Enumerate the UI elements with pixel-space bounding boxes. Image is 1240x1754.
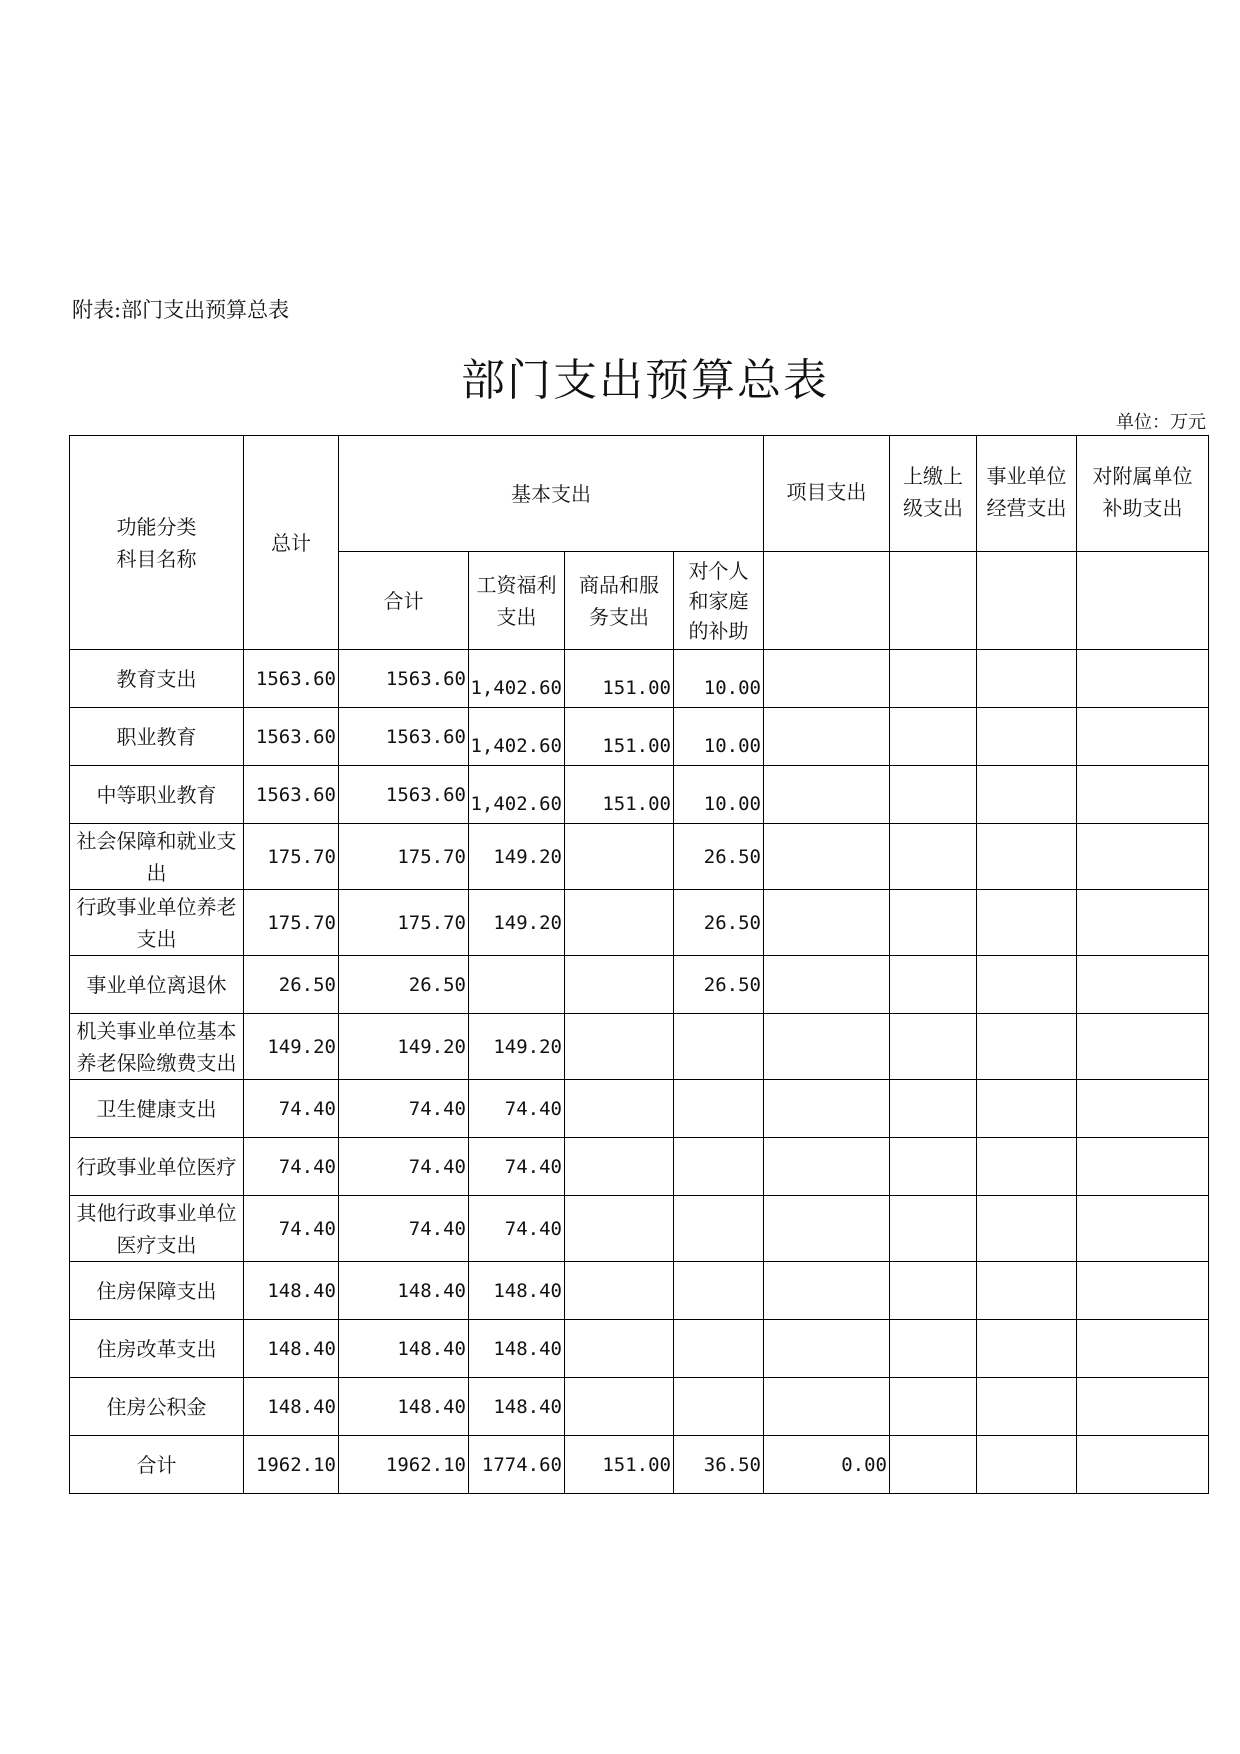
header-category: 功能分类 科目名称: [70, 436, 244, 650]
row-total: 175.70: [244, 890, 339, 956]
row-personal: 10.00: [674, 766, 764, 824]
row-total: 148.40: [244, 1262, 339, 1320]
row-personal: [674, 1014, 764, 1080]
table-row: [70, 1014, 1209, 1080]
row-wages: 1,402.60: [469, 708, 565, 766]
row-total: 74.40: [244, 1080, 339, 1138]
row-goods: [565, 824, 674, 890]
row-wages: [469, 956, 565, 1014]
row-upper: [890, 1262, 977, 1320]
row-total: 148.40: [244, 1378, 339, 1436]
row-name: 住房保障支出: [70, 1262, 244, 1320]
row-upper: [890, 1378, 977, 1436]
row-business: [977, 708, 1077, 766]
row-project: [764, 708, 890, 766]
row-goods: 151.00: [565, 766, 674, 824]
row-personal: [674, 1196, 764, 1262]
row-total: 1563.60: [244, 766, 339, 824]
header-business: 事业单位 经营支出: [977, 436, 1077, 552]
row-goods: [565, 1378, 674, 1436]
table-row: [70, 708, 1209, 766]
row-name: 职业教育: [70, 708, 244, 766]
row-goods: [565, 1080, 674, 1138]
row-wages: 149.20: [469, 890, 565, 956]
row-basic-subtotal: 148.40: [339, 1320, 469, 1378]
row-subsidy: [1077, 1378, 1209, 1436]
row-subsidy: [1077, 1320, 1209, 1378]
row-business: [977, 890, 1077, 956]
row-business: [977, 1378, 1077, 1436]
row-goods: [565, 1014, 674, 1080]
row-goods: [565, 1138, 674, 1196]
row-goods: 151.00: [565, 708, 674, 766]
row-upper: [890, 1320, 977, 1378]
row-total: 175.70: [244, 824, 339, 890]
row-wages: 149.20: [469, 824, 565, 890]
row-upper: [890, 890, 977, 956]
row-total: 74.40: [244, 1138, 339, 1196]
row-name: 住房改革支出: [70, 1320, 244, 1378]
row-project: [764, 1378, 890, 1436]
header-row-top: [70, 436, 1209, 552]
row-basic-subtotal: 74.40: [339, 1080, 469, 1138]
row-basic-subtotal: 148.40: [339, 1378, 469, 1436]
table-row: [70, 1378, 1209, 1436]
row-personal: 10.00: [674, 708, 764, 766]
row-subsidy: [1077, 1138, 1209, 1196]
row-personal: [674, 1262, 764, 1320]
table-row: [70, 1262, 1209, 1320]
row-total: 1563.60: [244, 650, 339, 708]
totals-subsidy: [1077, 1436, 1209, 1494]
row-goods: 151.00: [565, 650, 674, 708]
header-personal: 对个人 和家庭 的补助: [674, 552, 764, 650]
row-total: 26.50: [244, 956, 339, 1014]
table-row: [70, 1080, 1209, 1138]
totals-upper: [890, 1436, 977, 1494]
row-basic-subtotal: 74.40: [339, 1196, 469, 1262]
empty-cell: [890, 552, 977, 650]
row-personal: 26.50: [674, 824, 764, 890]
row-name: 中等职业教育: [70, 766, 244, 824]
row-wages: 148.40: [469, 1262, 565, 1320]
header-project: 项目支出: [764, 436, 890, 552]
row-project: [764, 1320, 890, 1378]
totals-basic-subtotal: 1962.10: [339, 1436, 469, 1494]
row-personal: [674, 1138, 764, 1196]
row-name: 教育支出: [70, 650, 244, 708]
row-goods: [565, 1196, 674, 1262]
row-total: 1563.60: [244, 708, 339, 766]
row-upper: [890, 956, 977, 1014]
row-business: [977, 956, 1077, 1014]
row-basic-subtotal: 1563.60: [339, 650, 469, 708]
row-name: 住房公积金: [70, 1378, 244, 1436]
row-subsidy: [1077, 1196, 1209, 1262]
row-name: 机关事业单位基本养老保险缴费支出: [70, 1014, 244, 1080]
row-name: 事业单位离退休: [70, 956, 244, 1014]
row-wages: 1,402.60: [469, 766, 565, 824]
empty-cell: [764, 552, 890, 650]
row-name: 其他行政事业单位医疗支出: [70, 1196, 244, 1262]
row-upper: [890, 650, 977, 708]
totals-project: 0.00: [764, 1436, 890, 1494]
row-upper: [890, 766, 977, 824]
row-personal: 26.50: [674, 890, 764, 956]
attachment-label: 附表:部门支出预算总表: [72, 298, 290, 322]
table-row: [70, 766, 1209, 824]
row-subsidy: [1077, 890, 1209, 956]
row-subsidy: [1077, 1014, 1209, 1080]
row-business: [977, 1196, 1077, 1262]
row-project: [764, 890, 890, 956]
row-upper: [890, 824, 977, 890]
row-upper: [890, 708, 977, 766]
table-row: [70, 1196, 1209, 1262]
row-subsidy: [1077, 1262, 1209, 1320]
row-wages: 74.40: [469, 1080, 565, 1138]
header-subsidy: 对附属单位 补助支出: [1077, 436, 1209, 552]
header-basic-subtotal: 合计: [339, 552, 469, 650]
table-row: [70, 650, 1209, 708]
table-row: [70, 956, 1209, 1014]
row-business: [977, 1262, 1077, 1320]
row-subsidy: [1077, 956, 1209, 1014]
table-row: [70, 1320, 1209, 1378]
row-basic-subtotal: 175.70: [339, 824, 469, 890]
page-title: 部门支出预算总表: [461, 355, 829, 406]
row-total: 148.40: [244, 1320, 339, 1378]
row-basic-subtotal: 149.20: [339, 1014, 469, 1080]
row-upper: [890, 1080, 977, 1138]
row-subsidy: [1077, 708, 1209, 766]
row-basic-subtotal: 26.50: [339, 956, 469, 1014]
row-subsidy: [1077, 650, 1209, 708]
totals-row: [70, 1436, 1209, 1494]
table-row: [70, 824, 1209, 890]
totals-goods: 151.00: [565, 1436, 674, 1494]
row-total: 149.20: [244, 1014, 339, 1080]
row-subsidy: [1077, 1080, 1209, 1138]
row-name: 行政事业单位养老支出: [70, 890, 244, 956]
header-basic: 基本支出: [339, 436, 764, 552]
row-project: [764, 766, 890, 824]
row-name: 社会保障和就业支出: [70, 824, 244, 890]
row-project: [764, 1080, 890, 1138]
row-subsidy: [1077, 766, 1209, 824]
totals-business: [977, 1436, 1077, 1494]
unit-label: 单位：万元: [1116, 412, 1206, 433]
totals-total: 1962.10: [244, 1436, 339, 1494]
row-name: 行政事业单位医疗: [70, 1138, 244, 1196]
row-total: 74.40: [244, 1196, 339, 1262]
row-personal: [674, 1320, 764, 1378]
header-upper: 上缴上 级支出: [890, 436, 977, 552]
budget-table: [69, 435, 1209, 1494]
row-personal: 26.50: [674, 956, 764, 1014]
row-basic-subtotal: 1563.60: [339, 708, 469, 766]
row-wages: 1,402.60: [469, 650, 565, 708]
totals-personal: 36.50: [674, 1436, 764, 1494]
row-business: [977, 766, 1077, 824]
row-basic-subtotal: 175.70: [339, 890, 469, 956]
empty-cell: [977, 552, 1077, 650]
row-personal: [674, 1080, 764, 1138]
row-goods: [565, 1262, 674, 1320]
empty-cell: [1077, 552, 1209, 650]
header-wages: 工资福利 支出: [469, 552, 565, 650]
row-project: [764, 1014, 890, 1080]
row-project: [764, 824, 890, 890]
row-upper: [890, 1196, 977, 1262]
header-total: 总计: [244, 436, 339, 650]
row-personal: 10.00: [674, 650, 764, 708]
row-personal: [674, 1378, 764, 1436]
row-goods: [565, 1320, 674, 1378]
table-row: [70, 890, 1209, 956]
row-goods: [565, 890, 674, 956]
row-wages: 74.40: [469, 1196, 565, 1262]
header-goods: 商品和服 务支出: [565, 552, 674, 650]
row-wages: 149.20: [469, 1014, 565, 1080]
row-business: [977, 1320, 1077, 1378]
row-business: [977, 650, 1077, 708]
row-project: [764, 956, 890, 1014]
row-subsidy: [1077, 824, 1209, 890]
row-project: [764, 1196, 890, 1262]
row-project: [764, 650, 890, 708]
totals-wages: 1774.60: [469, 1436, 565, 1494]
row-goods: [565, 956, 674, 1014]
table-row: [70, 1138, 1209, 1196]
row-business: [977, 1080, 1077, 1138]
row-basic-subtotal: 148.40: [339, 1262, 469, 1320]
row-upper: [890, 1138, 977, 1196]
row-basic-subtotal: 1563.60: [339, 766, 469, 824]
row-wages: 74.40: [469, 1138, 565, 1196]
row-project: [764, 1138, 890, 1196]
row-name: 卫生健康支出: [70, 1080, 244, 1138]
row-project: [764, 1262, 890, 1320]
row-business: [977, 1138, 1077, 1196]
row-basic-subtotal: 74.40: [339, 1138, 469, 1196]
row-upper: [890, 1014, 977, 1080]
row-business: [977, 824, 1077, 890]
row-business: [977, 1014, 1077, 1080]
totals-name: 合计: [70, 1436, 244, 1494]
row-wages: 148.40: [469, 1320, 565, 1378]
row-wages: 148.40: [469, 1378, 565, 1436]
